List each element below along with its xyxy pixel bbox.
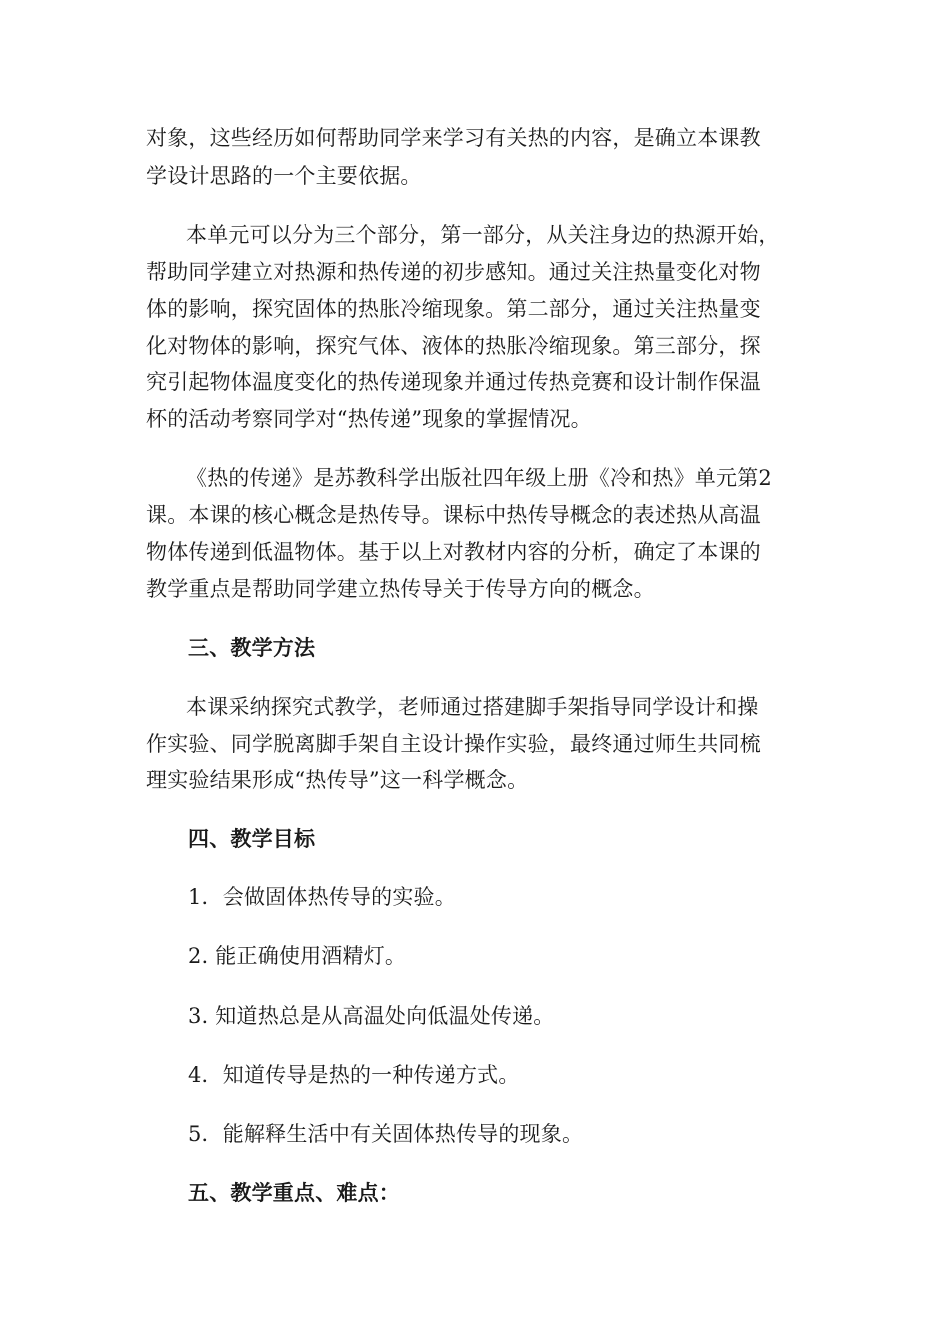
unit-line-2: 帮助同学建立对热源和热传递的初步感知。通过关注热量变化对物	[146, 260, 761, 284]
goal-item-2: 2. 能正确使用酒精灯。	[188, 944, 407, 968]
goal-item-3: 3. 知道热总是从高温处向低温处传递。	[188, 1004, 555, 1028]
lesson-line-4: 教学重点是帮助同学建立热传导关于传导方向的概念。	[146, 577, 655, 601]
method-line-2: 作实验、同学脱离脚手架自主设计操作实验，最终通过师生共同梳	[146, 732, 761, 756]
lesson-line-2: 课。本课的核心概念是热传导。课标中热传导概念的表述热从高温	[146, 503, 761, 527]
lesson-line-1: 《热的传递》是苏教科学出版社四年级上册《冷和热》单元第2	[186, 466, 772, 490]
method-line-1: 本课采纳探究式教学，老师通过搭建脚手架指导同学设计和操	[186, 695, 759, 719]
section-heading-goals: 四、教学目标	[188, 826, 316, 851]
unit-line-1: 本单元可以分为三个部分，第一部分，从关注身边的热源开始，	[186, 223, 780, 247]
unit-line-3: 体的影响，探究固体的热胀冷缩现象。第二部分，通过关注热量变	[146, 297, 761, 321]
unit-line-4: 化对物体的影响，探究气体、液体的热胀冷缩现象。第三部分，探	[146, 334, 761, 358]
intro-line-1: 对象，这些经历如何帮助同学来学习有关热的内容，是确立本课教	[146, 126, 761, 150]
method-line-3: 理实验结果形成“热传导”这一科学概念。	[146, 768, 529, 792]
unit-line-6: 杯的活动考察同学对“热传递”现象的掌握情况。	[146, 407, 592, 431]
goal-item-5: 5．能解释生活中有关固体热传导的现象。	[188, 1122, 584, 1146]
section-heading-key-points: 五、教学重点、难点：	[188, 1180, 400, 1205]
section-heading-method: 三、教学方法	[188, 635, 316, 660]
goal-item-1: 1．会做固体热传导的实验。	[188, 885, 456, 909]
unit-line-5: 究引起物体温度变化的热传递现象并通过传热竞赛和设计制作保温	[146, 370, 761, 394]
intro-line-2: 学设计思路的一个主要依据。	[146, 164, 422, 188]
goal-item-4: 4．知道传导是热的一种传递方式。	[188, 1063, 520, 1087]
lesson-line-3: 物体传递到低温物体。基于以上对教材内容的分析，确定了本课的	[146, 540, 761, 564]
